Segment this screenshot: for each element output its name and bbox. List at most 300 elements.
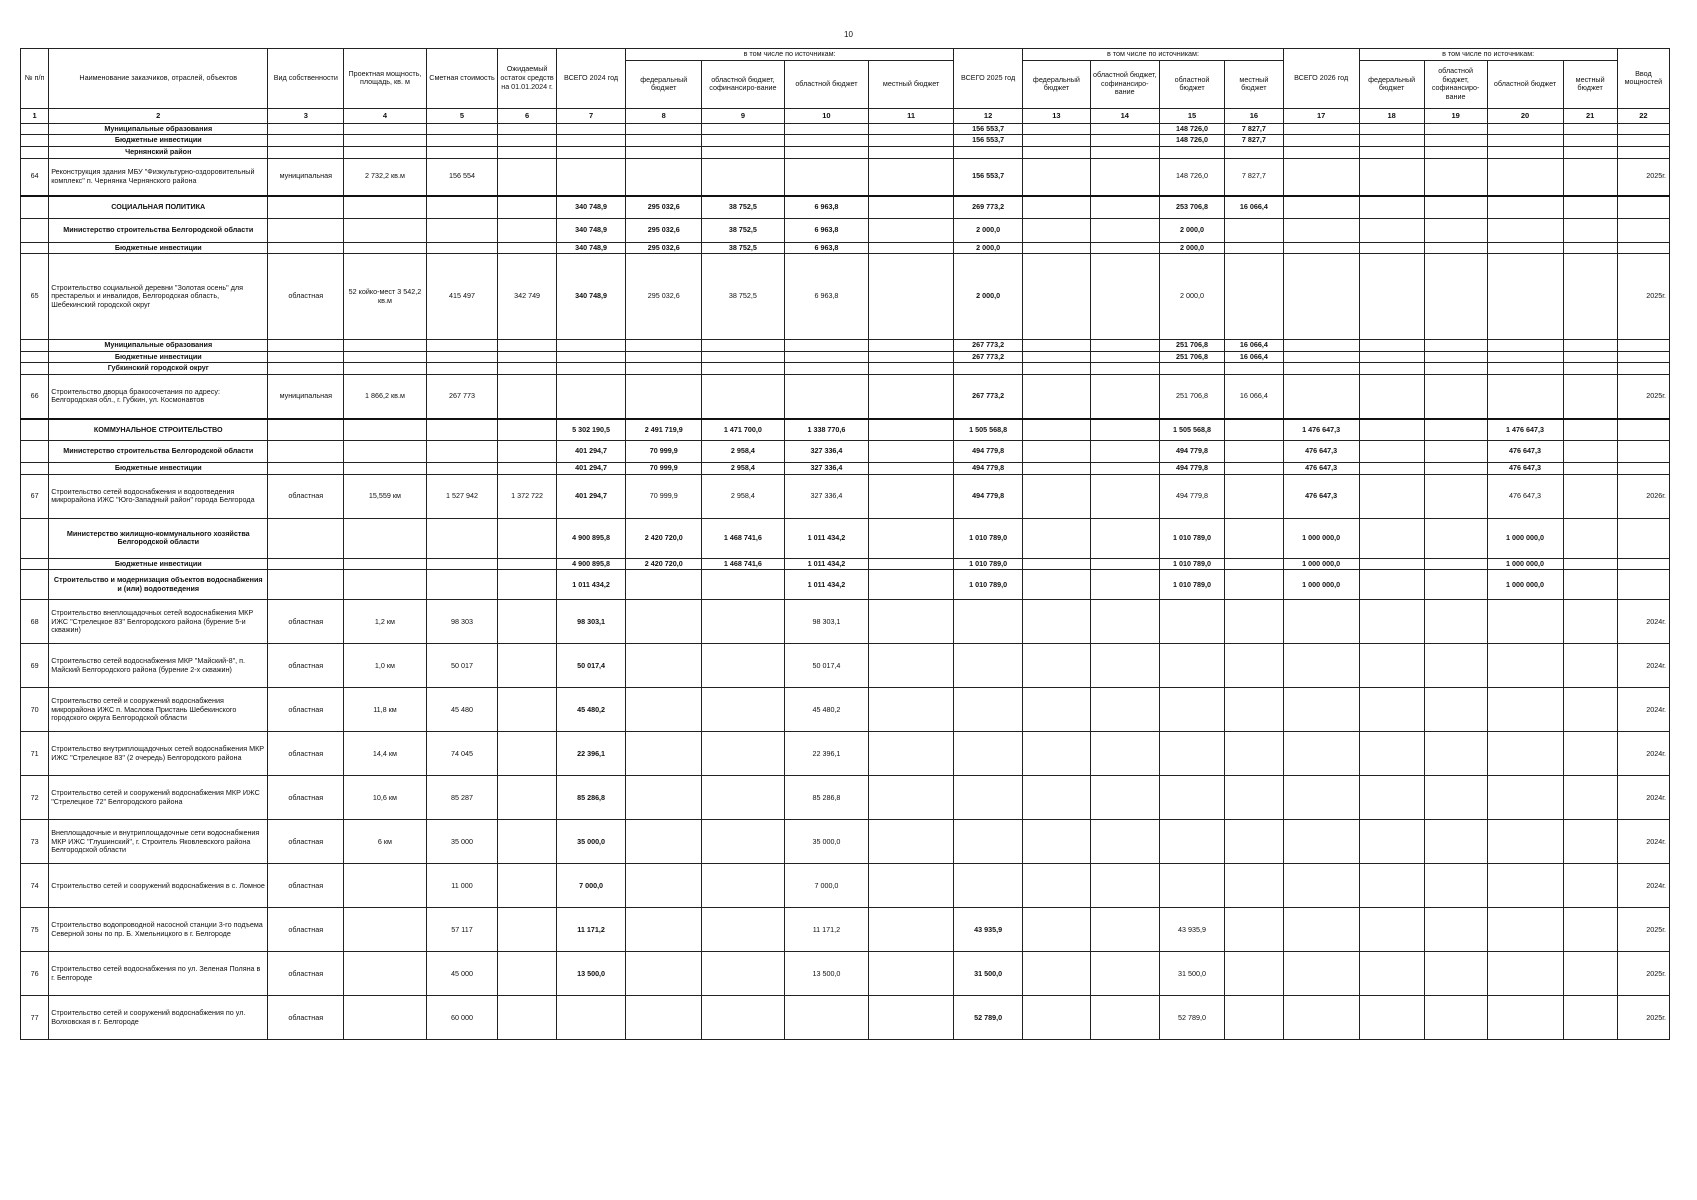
total-2025 (953, 600, 1022, 644)
local-2024 (869, 474, 954, 518)
federal-2025 (1023, 351, 1090, 363)
regional-2025 (1159, 688, 1224, 732)
total-2024: 11 171,2 (556, 908, 625, 952)
regional-2024: 6 963,8 (784, 218, 869, 242)
remainder (498, 570, 557, 600)
cofin-2024: 38 752,5 (702, 196, 784, 218)
cofin-2024 (702, 351, 784, 363)
federal-2025 (1023, 952, 1090, 996)
cofin-2024 (702, 776, 784, 820)
federal-2026 (1359, 558, 1424, 570)
local-2025: 7 827,7 (1225, 135, 1284, 147)
row-number: 68 (21, 600, 49, 644)
local-2025 (1225, 996, 1284, 1040)
local-2025 (1225, 908, 1284, 952)
cofin-2026 (1424, 351, 1487, 363)
regional-2024 (784, 996, 869, 1040)
cofin-2024: 1 468 741,6 (702, 558, 784, 570)
header-estimate: Сметная стоимость (426, 49, 498, 109)
object-name: Бюджетные инвестиции (49, 351, 268, 363)
capacity (344, 952, 426, 996)
local-2026 (1563, 820, 1617, 864)
header-total-2024: ВСЕГО 2024 год (556, 49, 625, 109)
cofin-2026 (1424, 363, 1487, 375)
federal-2024 (626, 340, 702, 352)
federal-2026 (1359, 218, 1424, 242)
total-2024 (556, 135, 625, 147)
cofin-2026 (1424, 135, 1487, 147)
row-number: 77 (21, 996, 49, 1040)
federal-2024: 295 032,6 (626, 254, 702, 340)
section-row (21, 419, 1670, 441)
federal-2025 (1023, 558, 1090, 570)
ownership: областная (268, 776, 344, 820)
total-2026 (1283, 218, 1359, 242)
row-number (21, 242, 49, 254)
local-2025 (1225, 463, 1284, 475)
object-row (21, 732, 1670, 776)
total-2025: 2 000,0 (953, 242, 1022, 254)
federal-2026 (1359, 776, 1424, 820)
regional-2026: 1 000 000,0 (1487, 558, 1563, 570)
estimate (426, 363, 498, 375)
local-2026 (1563, 419, 1617, 441)
remainder (498, 600, 557, 644)
local-2025 (1225, 952, 1284, 996)
ownership (268, 363, 344, 375)
total-2025: 2 000,0 (953, 254, 1022, 340)
remainder (498, 351, 557, 363)
header-federal-2024: федеральный бюджет (626, 60, 702, 108)
total-2026 (1283, 864, 1359, 908)
federal-2024 (626, 688, 702, 732)
cofin-2024 (702, 952, 784, 996)
local-2025 (1225, 419, 1284, 441)
federal-2024 (626, 158, 702, 196)
regional-2025: 2 000,0 (1159, 218, 1224, 242)
cofin-2025 (1090, 952, 1159, 996)
object-name: Строительство внеплощадочных сетей водоснабжения МКР ИЖС "Стрелецкое 83" Белгородского района (бурение 5-и скважин) (49, 600, 268, 644)
regional-2024: 85 286,8 (784, 776, 869, 820)
cofin-2026 (1424, 644, 1487, 688)
capacity: 52 койко-мест 3 542,2 кв.м (344, 254, 426, 340)
estimate: 11 000 (426, 864, 498, 908)
header-ownership: Вид собственности (268, 49, 344, 109)
regional-2026 (1487, 218, 1563, 242)
commission-year: 2025г. (1617, 908, 1669, 952)
local-2026 (1563, 218, 1617, 242)
federal-2025 (1023, 518, 1090, 558)
commission-year: 2025г. (1617, 952, 1669, 996)
local-2024 (869, 518, 954, 558)
regional-2024: 13 500,0 (784, 952, 869, 996)
local-2026 (1563, 351, 1617, 363)
section-row (21, 196, 1670, 218)
object-name: Министерство жилищно-коммунального хозяйства Белгородской области (49, 518, 268, 558)
local-2024 (869, 570, 954, 600)
commission-year (1617, 570, 1669, 600)
object-name: Строительство сетей водоснабжения МКР "Майский-8", п. Майский Белгородского района (бурение 2-х скважин) (49, 644, 268, 688)
cofin-2025 (1090, 146, 1159, 158)
regional-2025: 1 010 789,0 (1159, 570, 1224, 600)
commission-year (1617, 135, 1669, 147)
local-2024 (869, 419, 954, 441)
commission-year (1617, 463, 1669, 475)
capacity (344, 242, 426, 254)
federal-2025 (1023, 363, 1090, 375)
total-2026 (1283, 688, 1359, 732)
column-number: 4 (344, 108, 426, 123)
ownership (268, 518, 344, 558)
local-2026 (1563, 864, 1617, 908)
local-2026 (1563, 996, 1617, 1040)
federal-2025 (1023, 864, 1090, 908)
cofin-2026 (1424, 474, 1487, 518)
total-2026 (1283, 351, 1359, 363)
ownership (268, 340, 344, 352)
header-total-2025: ВСЕГО 2025 год (953, 49, 1022, 109)
total-2024 (556, 146, 625, 158)
capacity: 10,6 км (344, 776, 426, 820)
ownership: областная (268, 732, 344, 776)
column-number: 2 (49, 108, 268, 123)
object-name: Муниципальные образования (49, 340, 268, 352)
column-number: 11 (869, 108, 954, 123)
local-2026 (1563, 570, 1617, 600)
local-2024 (869, 123, 954, 135)
local-2025 (1225, 518, 1284, 558)
federal-2025 (1023, 375, 1090, 419)
federal-2026 (1359, 351, 1424, 363)
regional-2026 (1487, 242, 1563, 254)
estimate (426, 135, 498, 147)
total-2025: 43 935,9 (953, 908, 1022, 952)
cofin-2026 (1424, 463, 1487, 475)
regional-2026 (1487, 864, 1563, 908)
federal-2025 (1023, 419, 1090, 441)
capacity: 6 км (344, 820, 426, 864)
remainder (498, 463, 557, 475)
column-number: 10 (784, 108, 869, 123)
header-cofin-2025: областной бюджет, софинансиро-вание (1090, 60, 1159, 108)
cofin-2026 (1424, 242, 1487, 254)
local-2024 (869, 363, 954, 375)
object-name: Муниципальные образования (49, 123, 268, 135)
total-2024: 35 000,0 (556, 820, 625, 864)
federal-2026 (1359, 419, 1424, 441)
capacity: 1,2 км (344, 600, 426, 644)
remainder (498, 146, 557, 158)
regional-2024: 11 171,2 (784, 908, 869, 952)
remainder (498, 363, 557, 375)
capacity (344, 570, 426, 600)
local-2024 (869, 644, 954, 688)
cofin-2026 (1424, 908, 1487, 952)
cofin-2026 (1424, 518, 1487, 558)
federal-2026 (1359, 908, 1424, 952)
federal-2026 (1359, 146, 1424, 158)
estimate: 98 303 (426, 600, 498, 644)
federal-2024: 70 999,9 (626, 441, 702, 463)
federal-2026 (1359, 570, 1424, 600)
total-2024: 45 480,2 (556, 688, 625, 732)
commission-year: 2025г. (1617, 375, 1669, 419)
local-2026 (1563, 600, 1617, 644)
capacity: 1 866,2 кв.м (344, 375, 426, 419)
remainder: 342 749 (498, 254, 557, 340)
header-cofin-2026: областной бюджет, софинансиро-вание (1424, 60, 1487, 108)
total-2024: 4 900 895,8 (556, 518, 625, 558)
object-row (21, 688, 1670, 732)
federal-2025 (1023, 776, 1090, 820)
object-name: Губкинский городской округ (49, 363, 268, 375)
object-name: Строительство сетей водоснабжения и водоотведения микрорайона ИЖС "Юго-Западный район" города Белгорода (49, 474, 268, 518)
column-number: 13 (1023, 108, 1090, 123)
object-name: Бюджетные инвестиции (49, 135, 268, 147)
regional-2024 (784, 135, 869, 147)
regional-2026 (1487, 351, 1563, 363)
federal-2026 (1359, 254, 1424, 340)
cofin-2026 (1424, 820, 1487, 864)
local-2024 (869, 351, 954, 363)
federal-2024: 295 032,6 (626, 196, 702, 218)
regional-2026 (1487, 776, 1563, 820)
total-2024 (556, 340, 625, 352)
federal-2024 (626, 908, 702, 952)
regional-2026: 476 647,3 (1487, 463, 1563, 475)
local-2026 (1563, 518, 1617, 558)
regional-2024 (784, 158, 869, 196)
regional-2024: 1 011 434,2 (784, 558, 869, 570)
ownership: областная (268, 820, 344, 864)
regional-2024: 22 396,1 (784, 732, 869, 776)
object-name: Строительство сетей водоснабжения по ул. Зеленая Поляна в г. Белгороде (49, 952, 268, 996)
row-number (21, 340, 49, 352)
capacity (344, 463, 426, 475)
row-number: 76 (21, 952, 49, 996)
group-row (21, 340, 1670, 352)
federal-2026 (1359, 600, 1424, 644)
remainder (498, 375, 557, 419)
object-name: Бюджетные инвестиции (49, 463, 268, 475)
object-row (21, 908, 1670, 952)
total-2024: 7 000,0 (556, 864, 625, 908)
total-2024 (556, 158, 625, 196)
ownership: областная (268, 474, 344, 518)
cofin-2025 (1090, 242, 1159, 254)
commission-year: 2024г. (1617, 688, 1669, 732)
federal-2024 (626, 732, 702, 776)
column-number: 7 (556, 108, 625, 123)
estimate: 156 554 (426, 158, 498, 196)
regional-2025 (1159, 146, 1224, 158)
remainder (498, 158, 557, 196)
total-2024: 5 302 190,5 (556, 419, 625, 441)
commission-year (1617, 558, 1669, 570)
total-2024 (556, 351, 625, 363)
cofin-2024 (702, 570, 784, 600)
cofin-2025 (1090, 254, 1159, 340)
object-name: СОЦИАЛЬНАЯ ПОЛИТИКА (49, 196, 268, 218)
total-2024: 22 396,1 (556, 732, 625, 776)
regional-2024: 1 011 434,2 (784, 518, 869, 558)
local-2025 (1225, 474, 1284, 518)
regional-2025 (1159, 363, 1224, 375)
federal-2024 (626, 952, 702, 996)
cofin-2026 (1424, 254, 1487, 340)
total-2025: 2 000,0 (953, 218, 1022, 242)
total-2025: 156 553,7 (953, 158, 1022, 196)
regional-2024 (784, 363, 869, 375)
local-2024 (869, 996, 954, 1040)
capacity: 2 732,2 кв.м (344, 158, 426, 196)
header-federal-2026: федеральный бюджет (1359, 60, 1424, 108)
estimate (426, 340, 498, 352)
local-2026 (1563, 158, 1617, 196)
regional-2025: 251 706,8 (1159, 340, 1224, 352)
object-row (21, 644, 1670, 688)
cofin-2024 (702, 123, 784, 135)
local-2025 (1225, 441, 1284, 463)
federal-2025 (1023, 600, 1090, 644)
total-2026 (1283, 908, 1359, 952)
federal-2026 (1359, 363, 1424, 375)
cofin-2025 (1090, 820, 1159, 864)
local-2025 (1225, 776, 1284, 820)
federal-2025 (1023, 158, 1090, 196)
federal-2026 (1359, 518, 1424, 558)
federal-2024: 295 032,6 (626, 218, 702, 242)
cofin-2025 (1090, 518, 1159, 558)
regional-2025: 1 505 568,8 (1159, 419, 1224, 441)
local-2025 (1225, 864, 1284, 908)
object-name: КОММУНАЛЬНОЕ СТРОИТЕЛЬСТВО (49, 419, 268, 441)
cofin-2024 (702, 644, 784, 688)
object-row (21, 776, 1670, 820)
local-2026 (1563, 254, 1617, 340)
cofin-2024 (702, 996, 784, 1040)
estimate (426, 218, 498, 242)
capacity (344, 351, 426, 363)
regional-2024: 35 000,0 (784, 820, 869, 864)
object-name: Внеплощадочные и внутриплощадочные сети водоснабжения МКР ИЖС "Глушинский", г. Строитель Яковлевского района Белгородской области (49, 820, 268, 864)
remainder (498, 996, 557, 1040)
regional-2026 (1487, 375, 1563, 419)
header-regional-2025: областной бюджет (1159, 60, 1224, 108)
commission-year: 2026г. (1617, 474, 1669, 518)
column-number: 21 (1563, 108, 1617, 123)
row-number (21, 135, 49, 147)
total-2025: 267 773,2 (953, 340, 1022, 352)
cofin-2026 (1424, 600, 1487, 644)
federal-2024 (626, 864, 702, 908)
capacity (344, 146, 426, 158)
total-2025 (953, 688, 1022, 732)
federal-2024 (626, 351, 702, 363)
cofin-2026 (1424, 419, 1487, 441)
local-2026 (1563, 474, 1617, 518)
group-row (21, 441, 1670, 463)
ownership (268, 123, 344, 135)
regional-2026: 1 000 000,0 (1487, 570, 1563, 600)
row-number: 67 (21, 474, 49, 518)
total-2024: 1 011 434,2 (556, 570, 625, 600)
remainder (498, 908, 557, 952)
commission-year (1617, 441, 1669, 463)
total-2025: 1 505 568,8 (953, 419, 1022, 441)
regional-2025: 31 500,0 (1159, 952, 1224, 996)
local-2025 (1225, 242, 1284, 254)
header-capacity: Проектная мощность, площадь, кв. м (344, 49, 426, 109)
remainder (498, 864, 557, 908)
ownership (268, 351, 344, 363)
remainder (498, 123, 557, 135)
remainder (498, 242, 557, 254)
total-2024 (556, 375, 625, 419)
ownership: областная (268, 996, 344, 1040)
remainder (498, 558, 557, 570)
cofin-2025 (1090, 558, 1159, 570)
ownership: областная (268, 952, 344, 996)
regional-2024: 45 480,2 (784, 688, 869, 732)
header-sources-2026: в том числе по источникам: (1359, 49, 1617, 61)
row-number (21, 570, 49, 600)
total-2025: 494 779,8 (953, 441, 1022, 463)
federal-2026 (1359, 463, 1424, 475)
row-number (21, 558, 49, 570)
local-2026 (1563, 441, 1617, 463)
capacity (344, 363, 426, 375)
local-2024 (869, 135, 954, 147)
total-2026: 1 476 647,3 (1283, 419, 1359, 441)
row-number (21, 363, 49, 375)
total-2025 (953, 820, 1022, 864)
commission-year (1617, 196, 1669, 218)
cofin-2024: 38 752,5 (702, 242, 784, 254)
total-2026 (1283, 996, 1359, 1040)
regional-2025 (1159, 644, 1224, 688)
local-2024 (869, 463, 954, 475)
total-2026 (1283, 644, 1359, 688)
local-2024 (869, 776, 954, 820)
remainder (498, 776, 557, 820)
local-2024 (869, 196, 954, 218)
total-2026 (1283, 732, 1359, 776)
total-2024: 401 294,7 (556, 474, 625, 518)
estimate: 415 497 (426, 254, 498, 340)
estimate (426, 146, 498, 158)
estimate (426, 518, 498, 558)
estimate: 45 480 (426, 688, 498, 732)
local-2025 (1225, 254, 1284, 340)
regional-2025: 251 706,8 (1159, 351, 1224, 363)
remainder (498, 644, 557, 688)
local-2026 (1563, 123, 1617, 135)
local-2024 (869, 908, 954, 952)
regional-2024: 327 336,4 (784, 463, 869, 475)
local-2026 (1563, 644, 1617, 688)
object-name: Строительство сетей и сооружений водоснабжения в с. Ломное (49, 864, 268, 908)
object-row (21, 375, 1670, 419)
estimate (426, 570, 498, 600)
regional-2025 (1159, 820, 1224, 864)
total-2024: 13 500,0 (556, 952, 625, 996)
regional-2025: 43 935,9 (1159, 908, 1224, 952)
local-2024 (869, 441, 954, 463)
estimate: 45 000 (426, 952, 498, 996)
page-number: 10 (844, 30, 853, 39)
cofin-2024 (702, 363, 784, 375)
